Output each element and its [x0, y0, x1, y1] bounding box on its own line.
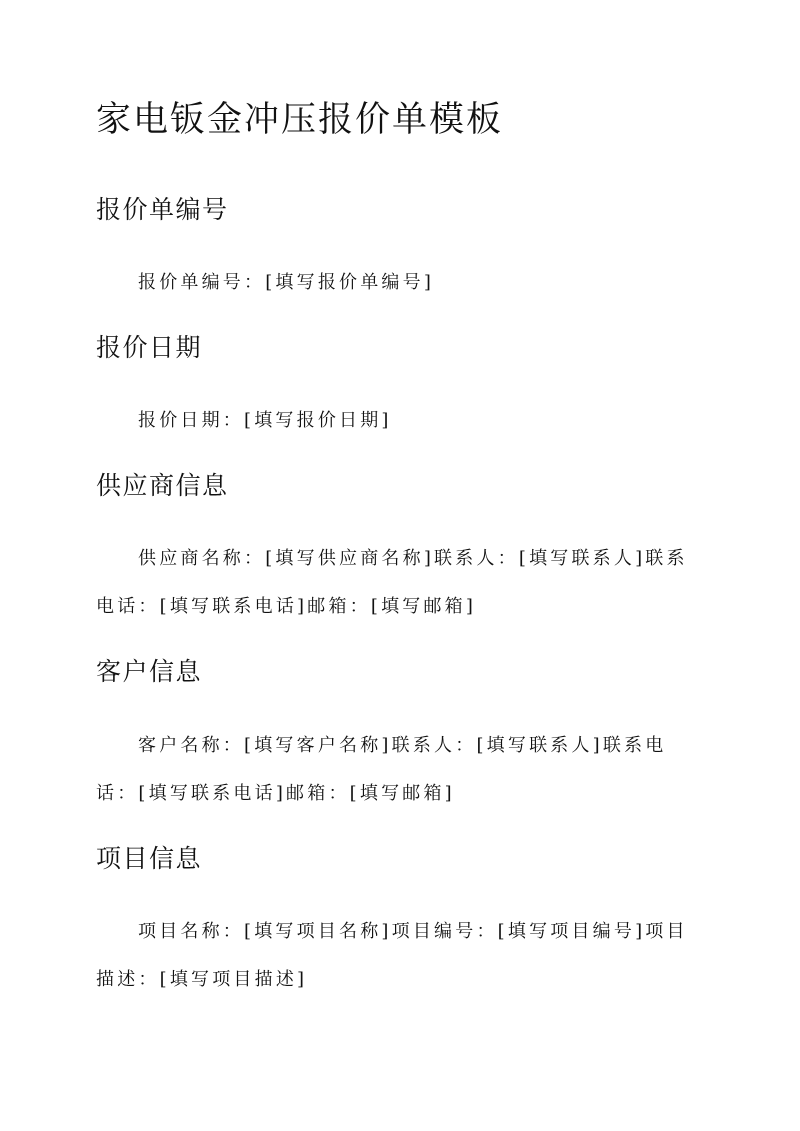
section-heading-project-info: 项目信息: [96, 844, 203, 873]
section-body-customer-info: 客户名称：[填写客户名称]联系人：[填写联系人]联系电话：[填写联系电话]邮箱：[填写邮箱]: [96, 735, 667, 804]
section-body-quote-date: 报价日期：[填写报价日期]: [138, 410, 392, 431]
section-heading-supplier-info: 供应商信息: [96, 471, 229, 500]
section-body-supplier-info: 供应商名称：[填写供应商名称]联系人：[填写联系人]联系电话：[填写联系电话]邮箱：[填写邮箱]: [96, 548, 688, 617]
section-body-project-info: 项目名称：[填写项目名称]项目编号：[填写项目编号]项目描述：[填写项目描述]: [96, 921, 688, 990]
section-heading-quote-date: 报价日期: [96, 333, 203, 362]
section-heading-customer-info: 客户信息: [96, 657, 203, 686]
document-title: 家电钣金冲压报价单模板: [96, 100, 504, 140]
section-heading-quote-number: 报价单编号: [96, 195, 229, 224]
section-body-quote-number: 报价单编号：[填写报价单编号]: [138, 272, 435, 293]
